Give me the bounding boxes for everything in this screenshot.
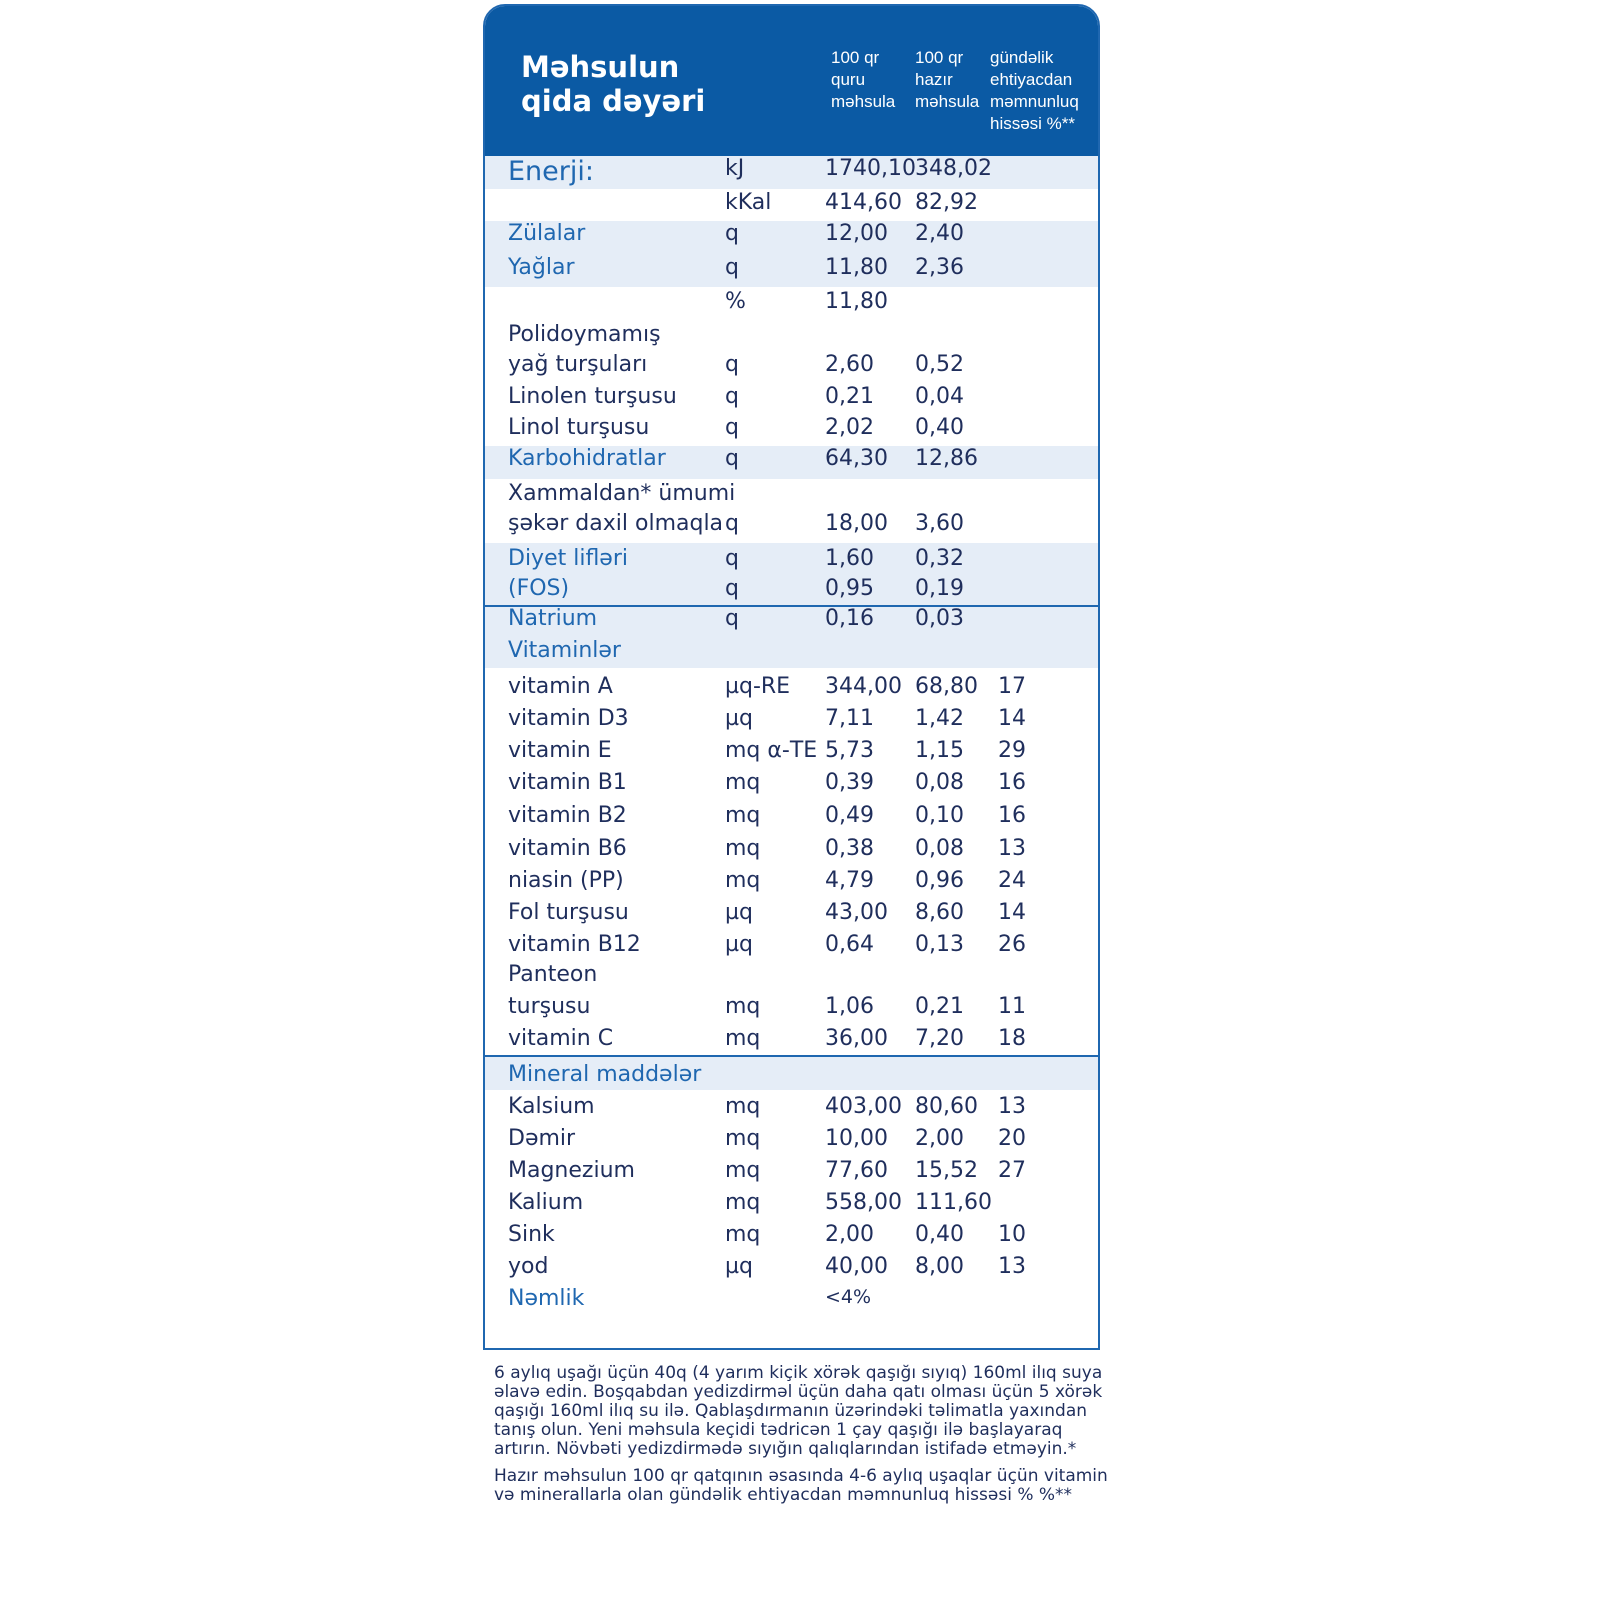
header-col-dry-line: 100 qr (831, 48, 880, 67)
unit-cell: q (725, 446, 739, 471)
value-ready-cell: 0,04 (915, 384, 964, 409)
daily-percent-cell: 26 (998, 932, 1026, 957)
nutrient-name: (FOS) (508, 576, 570, 601)
nutrient-name: Magnezium (508, 1158, 635, 1183)
unit-cell: q (725, 415, 739, 440)
footnote-daily-share: Hazır məhsulun 100 qr qatqının əsasında 4-6 aylıq uşaqlar üçün vitamin və minerallarla olan gündəlik ehtiyacdan məmnunluq hissəsi % %** (494, 1466, 1108, 1505)
nutrient-name: Xammaldan* ümumi (508, 481, 736, 506)
value-dry-cell: 1,06 (825, 994, 874, 1019)
value-ready-cell: 0,03 (915, 606, 964, 631)
daily-percent-cell: 13 (998, 1094, 1026, 1119)
daily-percent-cell: 16 (998, 770, 1026, 795)
value-ready-cell: 8,60 (915, 900, 964, 925)
unit-cell: mq (725, 1222, 761, 1247)
value-ready-cell: 7,20 (915, 1026, 964, 1051)
header-col-daily-line: məmnunluq (990, 92, 1079, 111)
daily-percent-cell: 29 (998, 738, 1026, 763)
unit-cell: q (725, 255, 739, 280)
nutrient-name: yağ turşuları (508, 352, 648, 377)
value-dry-cell: 11,80 (825, 289, 888, 314)
unit-cell: µq (725, 706, 753, 731)
header-col-dry-line: məhsula (831, 92, 896, 111)
nutrient-name: vitamin E (508, 738, 612, 763)
value-ready-cell: 2,00 (915, 1126, 964, 1151)
value-dry-cell: 2,00 (825, 1222, 874, 1247)
unit-cell: q (725, 221, 739, 246)
daily-percent-cell: 14 (998, 900, 1026, 925)
value-dry-cell: 18,00 (825, 511, 888, 536)
unit-cell: q (725, 352, 739, 377)
value-dry-cell: 5,73 (825, 738, 874, 763)
value-dry-cell: 558,00 (825, 1190, 902, 1215)
header-col-ready (915, 47, 995, 113)
unit-cell: mq (725, 1126, 761, 1151)
unit-cell: µq (725, 932, 753, 957)
value-ready-cell: 0,08 (915, 770, 964, 795)
value-ready-cell: 15,52 (915, 1158, 978, 1183)
value-ready-cell: 0,96 (915, 868, 964, 893)
value-dry-cell: 7,11 (825, 706, 874, 731)
value-ready-cell: 0,19 (915, 576, 964, 601)
nutrient-name: Enerji: (508, 156, 594, 187)
value-dry-cell: 0,16 (825, 606, 874, 631)
table-title (521, 50, 705, 118)
nutrient-name: Nəmlik (508, 1286, 585, 1311)
value-dry-cell: 0,39 (825, 770, 874, 795)
unit-cell: mq α-TE (725, 738, 818, 763)
unit-cell: % (725, 289, 746, 314)
daily-percent-cell: 17 (998, 674, 1026, 699)
unit-cell: kKal (725, 190, 772, 215)
value-ready-cell: 2,36 (915, 255, 964, 280)
nutrient-name: Vitaminlər (508, 638, 621, 663)
value-ready-cell: 0,40 (915, 1222, 964, 1247)
nutrient-name: vitamin B6 (508, 836, 627, 861)
value-dry-cell: 0,38 (825, 836, 874, 861)
value-ready-cell: 80,60 (915, 1094, 978, 1119)
nutrient-name: niasin (PP) (508, 868, 624, 893)
value-dry-cell: 344,00 (825, 674, 902, 699)
unit-cell: mq (725, 1158, 761, 1183)
value-dry-cell: 0,21 (825, 384, 874, 409)
value-dry-cell: 64,30 (825, 446, 888, 471)
nutrient-name: vitamin B1 (508, 770, 627, 795)
header-col-dry-line: quru (831, 70, 866, 89)
value-dry-cell: 12,00 (825, 221, 888, 246)
daily-percent-cell: 20 (998, 1126, 1026, 1151)
nutrient-name: şəkər daxil olmaqla (508, 511, 724, 536)
nutrient-name: vitamin C (508, 1026, 614, 1051)
unit-cell: µq (725, 1254, 753, 1279)
daily-percent-cell: 27 (998, 1158, 1026, 1183)
value-dry-cell: 1740,10 (825, 156, 916, 181)
table-header (485, 6, 1098, 156)
daily-percent-cell: 18 (998, 1026, 1026, 1051)
value-ready-cell: 0,40 (915, 415, 964, 440)
value-ready-cell: 1,42 (915, 706, 964, 731)
value-ready-cell: 1,15 (915, 738, 964, 763)
value-ready-cell: 8,00 (915, 1254, 964, 1279)
value-dry-cell: <4% (825, 1286, 872, 1308)
nutrient-name: vitamin D3 (508, 706, 629, 731)
nutrient-name: Natrium (508, 606, 598, 631)
header-col-ready-line: məhsula (915, 92, 980, 111)
value-dry-cell: 0,64 (825, 932, 874, 957)
unit-cell: µq (725, 900, 753, 925)
value-ready-cell: 0,21 (915, 994, 964, 1019)
nutrient-name: vitamin A (508, 674, 613, 699)
value-ready-cell: 0,13 (915, 932, 964, 957)
nutrient-name: Kalsium (508, 1094, 595, 1119)
value-ready-cell: 0,52 (915, 352, 964, 377)
unit-cell: q (725, 511, 739, 536)
header-col-daily (990, 47, 1098, 135)
unit-cell: µq-RE (725, 674, 791, 699)
unit-cell: mq (725, 868, 761, 893)
unit-cell: q (725, 576, 739, 601)
nutrient-name: Polidoymamış (508, 322, 661, 347)
value-dry-cell: 4,79 (825, 868, 874, 893)
daily-percent-cell: 13 (998, 1254, 1026, 1279)
unit-cell: mq (725, 1026, 761, 1051)
daily-percent-cell: 11 (998, 994, 1026, 1019)
value-dry-cell: 2,60 (825, 352, 874, 377)
header-col-daily-line: gündəlik (990, 48, 1054, 67)
nutrient-name: Panteon (508, 962, 598, 987)
unit-cell: mq (725, 770, 761, 795)
nutrient-name: Karbohidratlar (508, 446, 666, 471)
header-col-ready-line: 100 qr (915, 48, 964, 67)
title-line-1: Məhsulun (521, 50, 680, 84)
value-dry-cell: 11,80 (825, 255, 888, 280)
header-col-daily-line: ehtiyacdan (990, 70, 1073, 89)
daily-percent-cell: 10 (998, 1222, 1026, 1247)
value-ready-cell: 82,92 (915, 190, 978, 215)
value-dry-cell: 0,49 (825, 803, 874, 828)
daily-percent-cell: 16 (998, 803, 1026, 828)
value-ready-cell: 3,60 (915, 511, 964, 536)
nutrient-name: vitamin B2 (508, 803, 627, 828)
nutrient-name: Diyet lifləri (508, 546, 629, 571)
unit-cell: q (725, 384, 739, 409)
header-col-dry (831, 47, 911, 113)
unit-cell: mq (725, 1190, 761, 1215)
value-dry-cell: 10,00 (825, 1126, 888, 1151)
value-dry-cell: 403,00 (825, 1094, 902, 1119)
value-dry-cell: 40,00 (825, 1254, 888, 1279)
nutrient-name: turşusu (508, 994, 591, 1019)
header-col-ready-line: hazır (915, 70, 953, 89)
unit-cell: mq (725, 803, 761, 828)
value-ready-cell: 111,60 (915, 1190, 992, 1215)
nutrient-name: Fol turşusu (508, 900, 629, 925)
header-col-daily-line: hissəsi %** (990, 114, 1076, 133)
unit-cell: kJ (725, 156, 745, 181)
nutrient-name: Kalium (508, 1190, 584, 1215)
value-ready-cell: 12,86 (915, 446, 978, 471)
unit-cell: mq (725, 994, 761, 1019)
value-ready-cell: 2,40 (915, 221, 964, 246)
value-dry-cell: 36,00 (825, 1026, 888, 1051)
section-divider (485, 1055, 1098, 1057)
value-dry-cell: 414,60 (825, 190, 902, 215)
footnote-preparation: 6 aylıq uşağı üçün 40q (4 yarım kiçik xörək qaşığı sıyıq) 160ml ilıq suya əlavə edin. Boşqabdan yedizdirməl üçün daha qatı olması üçün 5 xörək qaşığı 160ml ilıq su ilə. Qablaşdırmanın üzərindəki təlimatla yaxından tanış olun. Yeni məhsula keçidi tədricən 1 çay qaşığı ilə başlayaraq artırın. Növbəti yedizdirmədə sıyığın qalıqlarından istifadə etməyin.* (494, 1363, 1103, 1459)
value-ready-cell: 0,32 (915, 546, 964, 571)
value-ready-cell: 68,80 (915, 674, 978, 699)
value-dry-cell: 77,60 (825, 1158, 888, 1183)
title-line-2: qida dəyəri (521, 84, 706, 118)
unit-cell: q (725, 606, 739, 631)
nutrient-name: Dəmir (508, 1126, 576, 1151)
daily-percent-cell: 14 (998, 706, 1026, 731)
nutrient-name: Zülalar (508, 221, 586, 246)
unit-cell: mq (725, 1094, 761, 1119)
nutrient-name: yod (508, 1254, 549, 1279)
value-dry-cell: 43,00 (825, 900, 888, 925)
value-ready-cell: 348,02 (915, 156, 992, 181)
unit-cell: mq (725, 836, 761, 861)
value-ready-cell: 0,08 (915, 836, 964, 861)
nutrition-panel (483, 4, 1100, 1350)
nutrient-name: Mineral maddələr (508, 1062, 702, 1087)
value-ready-cell: 0,10 (915, 803, 964, 828)
value-dry-cell: 1,60 (825, 546, 874, 571)
value-dry-cell: 0,95 (825, 576, 874, 601)
nutrient-name: Sink (508, 1222, 555, 1247)
nutrient-name: Linolen turşusu (508, 384, 677, 409)
footnotes (494, 1364, 1114, 1513)
nutrient-name: Yağlar (508, 255, 575, 280)
unit-cell: q (725, 546, 739, 571)
daily-percent-cell: 13 (998, 836, 1026, 861)
value-dry-cell: 2,02 (825, 415, 874, 440)
nutrient-name: vitamin B12 (508, 932, 641, 957)
daily-percent-cell: 24 (998, 868, 1026, 893)
nutrient-name: Linol turşusu (508, 415, 650, 440)
